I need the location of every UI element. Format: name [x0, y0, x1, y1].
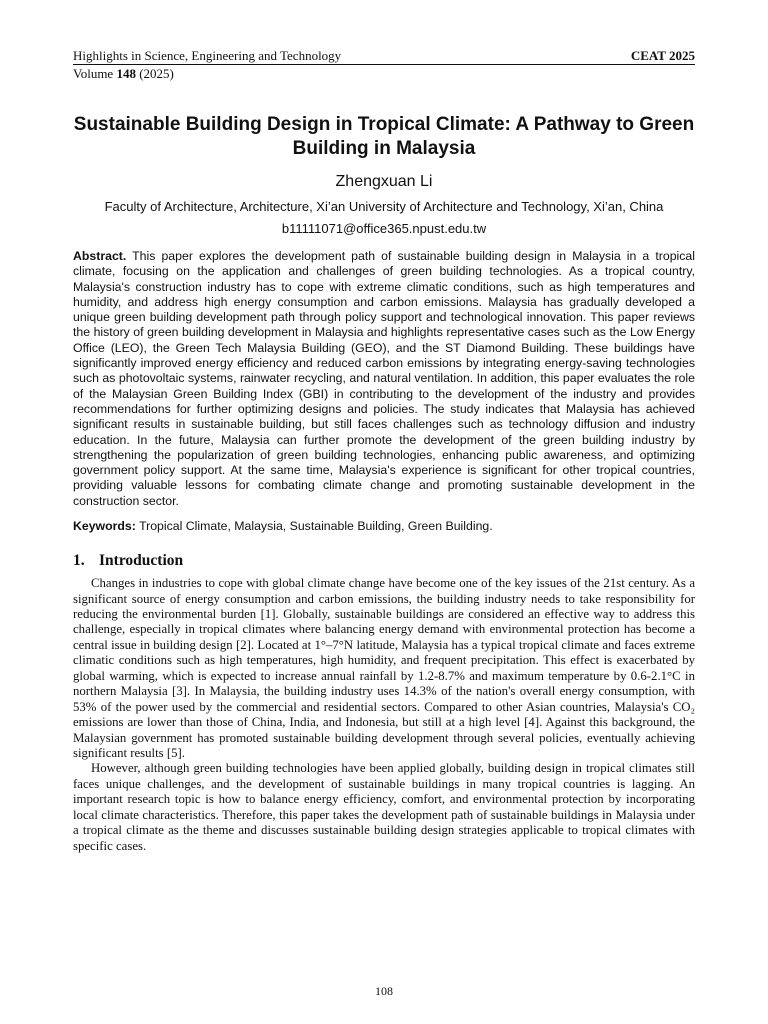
header-row: [73, 48, 695, 65]
author-affiliation: Faculty of Architecture, Architecture, Xi’an University of Architecture and Technology, Xi’an, China: [104, 199, 664, 214]
volume-year: (2025): [135, 66, 174, 81]
section-title: Introduction: [99, 552, 184, 570]
body-paragraph: However, although green building technologies have been applied globally, building design in tropical climates still faces unique challenges, and the development of sustainable buildings in many tropical countries is lagging. An important research topic is how to balance energy efficiency, comfort, and environmental protection by incorporating local climate characteristics. Therefore, this paper takes the development path of sustainable buildings in Malaysia under a tropical climate as the theme and discusses sustainable building design strategies applicable to tropical climates with specific cases.: [73, 761, 695, 853]
paper-page: [73, 48, 695, 854]
running-header: [73, 48, 695, 81]
body-paragraph: Changes in industries to cope with global climate change have become one of the key issues of the 21st century. As a significant source of energy consumption and carbon emissions, the building industry needs to take responsibility for reducing the environmental burden [1]. Globally, sustainable buildings are considered an effective way to address this challenge, especially in tropical climates where balancing energy demand with environmental protection has become a central issue in building design [2]. Located at 1°–7°N latitude, Malaysia has a typical tropical climate and faces extreme climatic conditions such as high temperatures, high humidity, and frequent precipitation. This effect is exacerbated by global warming, which is expected to increase annual rainfall by 1.2-8.7% and maximum temperature by 0.6-2.1°C in northern Malaysia [3]. In Malaysia, the building industry uses 14.3% of the nation's overall energy consumption, with 53% of the power used by the commercial and residential sectors. Compared to other Asian countries, Malaysia's CO₂ emissions are lower than those of China, India, and Indonesia, but still at a high level [4]. Against this background, the Malaysian government has promoted sustainable building development through several policies, eventually achieving significant results [5].: [73, 576, 695, 761]
paper-title: Sustainable Building Design in Tropical Climate: A Pathway to Green Building in Malaysia: [73, 114, 695, 159]
section-body: [73, 576, 695, 854]
volume-line: [73, 65, 695, 81]
journal-name: Highlights in Science, Engineering and Technology: [73, 48, 342, 63]
page-number: 108: [375, 984, 393, 998]
abstract-text: This paper explores the development path of sustainable building design in Malaysia in a tropical climate, focusing on the application and challenges of green building technologies. As a tropical country, Malaysia's construction industry has to cope with extreme climatic conditions, such as high temperatures and humidity, and address high energy consumption and carbon emissions. Malaysia has gradually developed a unique green building development path through policy support and technological innovation. This paper reviews the history of green building development in Malaysia and highlights representative cases such as the Low Energy Office (LEO), the Green Tech Malaysia Building (GEO), and the ST Diamond Building. These buildings have significantly improved energy efficiency and reduced carbon emissions by integrating energy-saving technologies such as photovoltaic systems, rainwater recycling, and natural ventilation. In addition, this paper evaluates the role of the Malaysian Green Building Index (GBI) in contributing to the development of the industry and provides recommendations for further optimizing designs and policies. The study indicates that Malaysia has achieved significant results in sustainable building, but still faces challenges such as technology diffusion and industry education. In the future, Malaysia can further promote the development of the green building industry by strengthening the popularization of green building technologies, enhancing public awareness, and optimizing government policy support. At the same time, Malaysia's experience is significant for other tropical countries, providing valuable lessons for combating climate change and promoting sustainable development in the construction sector.: [73, 249, 695, 508]
section-heading: [73, 552, 695, 570]
volume-label: Volume: [73, 66, 117, 81]
author-name: Zhengxuan Li: [335, 173, 433, 190]
abstract-label: Abstract.: [73, 249, 127, 263]
keywords: [73, 519, 695, 534]
keywords-text: Tropical Climate, Malaysia, Sustainable Building, Green Building.: [135, 519, 493, 534]
volume-number: 148: [116, 66, 136, 81]
section-number: 1.: [73, 552, 85, 570]
abstract: [73, 249, 695, 509]
author-email: b11111071@office365.npust.edu.tw: [281, 221, 487, 236]
keywords-label: Keywords:: [73, 519, 136, 534]
conference-name: CEAT 2025: [630, 48, 695, 63]
